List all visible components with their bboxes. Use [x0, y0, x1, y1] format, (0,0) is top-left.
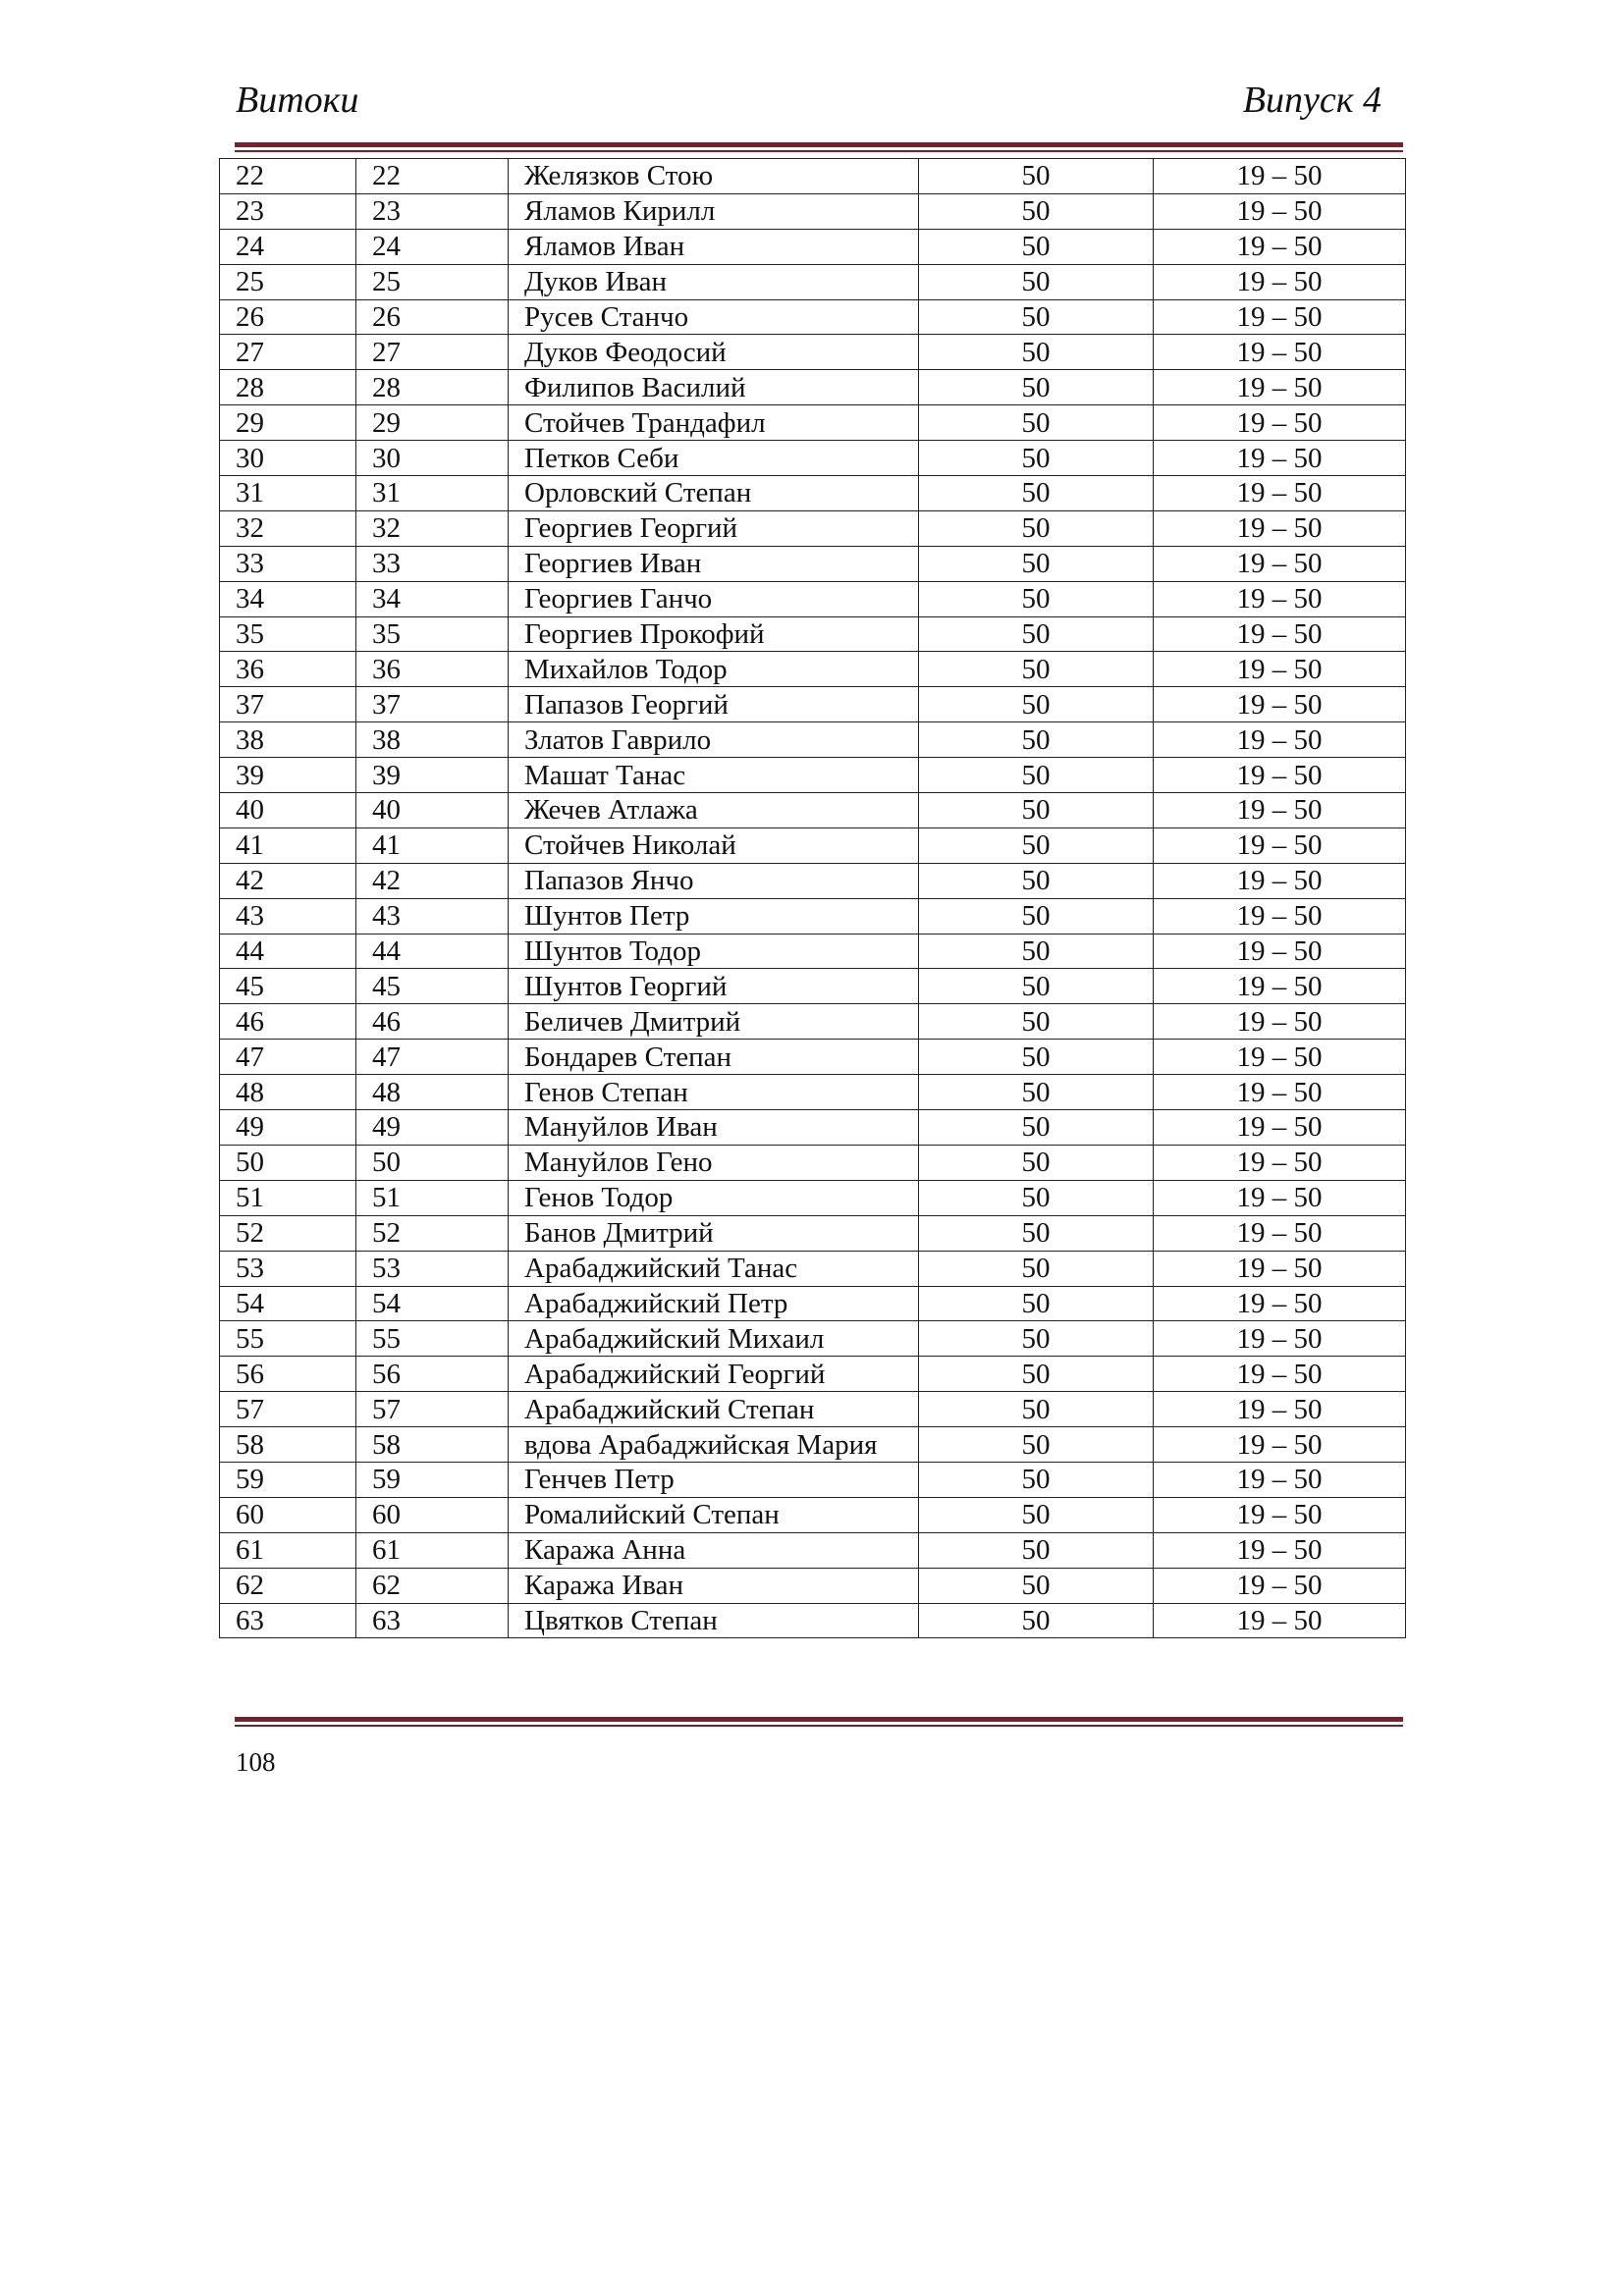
row-number-cell: 59: [220, 1462, 356, 1497]
name-cell: Генов Тодор: [509, 1180, 919, 1215]
table-row: [220, 793, 1406, 828]
name-cell: Арабаджийский Танас: [509, 1251, 919, 1286]
range-cell: 19 – 50: [1154, 264, 1406, 299]
row-number-cell: 26: [220, 299, 356, 335]
range-cell: 19 – 50: [1154, 969, 1406, 1004]
range-cell: 19 – 50: [1154, 616, 1406, 652]
range-cell: 19 – 50: [1154, 510, 1406, 546]
name-cell: Георгиев Георгий: [509, 510, 919, 546]
record-number-cell: 22: [356, 159, 509, 194]
record-number-cell: 27: [356, 335, 509, 370]
row-number-cell: 25: [220, 264, 356, 299]
header-rule: [235, 142, 1403, 152]
row-number-cell: 46: [220, 1004, 356, 1040]
range-cell: 19 – 50: [1154, 299, 1406, 335]
row-number-cell: 37: [220, 687, 356, 722]
range-cell: 19 – 50: [1154, 652, 1406, 687]
table-row: [220, 1462, 1406, 1497]
table-row: [220, 863, 1406, 898]
record-number-cell: 54: [356, 1286, 509, 1321]
range-cell: 19 – 50: [1154, 370, 1406, 405]
amount-cell: 50: [919, 1004, 1154, 1040]
row-number-cell: 58: [220, 1427, 356, 1463]
record-number-cell: 57: [356, 1392, 509, 1427]
name-cell: Михайлов Тодор: [509, 652, 919, 687]
ledger-table: [219, 158, 1406, 1638]
name-cell: Шунтов Тодор: [509, 934, 919, 969]
table-row: [220, 722, 1406, 758]
name-cell: Стойчев Николай: [509, 828, 919, 863]
name-cell: Мануйлов Иван: [509, 1110, 919, 1146]
table-row: [220, 370, 1406, 405]
row-number-cell: 54: [220, 1286, 356, 1321]
name-cell: Филипов Василий: [509, 370, 919, 405]
amount-cell: 50: [919, 1568, 1154, 1603]
name-cell: Беличев Дмитрий: [509, 1004, 919, 1040]
record-number-cell: 50: [356, 1145, 509, 1180]
table-row: [220, 546, 1406, 581]
table-row: [220, 1392, 1406, 1427]
record-number-cell: 61: [356, 1532, 509, 1568]
amount-cell: 50: [919, 1427, 1154, 1463]
name-cell: Генов Степан: [509, 1075, 919, 1110]
amount-cell: 50: [919, 758, 1154, 793]
header-rule-thin: [235, 150, 1403, 152]
table-row: [220, 1145, 1406, 1180]
name-cell: вдова Арабаджийская Мария: [509, 1427, 919, 1463]
row-number-cell: 31: [220, 476, 356, 511]
row-number-cell: 36: [220, 652, 356, 687]
page-number: 108: [236, 1747, 276, 1777]
name-cell: Каража Анна: [509, 1532, 919, 1568]
row-number-cell: 43: [220, 898, 356, 934]
record-number-cell: 39: [356, 758, 509, 793]
name-cell: Петков Себи: [509, 441, 919, 476]
table-row: [220, 652, 1406, 687]
amount-cell: 50: [919, 193, 1154, 229]
amount-cell: 50: [919, 581, 1154, 616]
range-cell: 19 – 50: [1154, 1427, 1406, 1463]
row-number-cell: 44: [220, 934, 356, 969]
name-cell: Жечев Атлажа: [509, 793, 919, 828]
range-cell: 19 – 50: [1154, 229, 1406, 264]
table-row: [220, 1075, 1406, 1110]
row-number-cell: 49: [220, 1110, 356, 1146]
record-number-cell: 30: [356, 441, 509, 476]
row-number-cell: 51: [220, 1180, 356, 1215]
row-number-cell: 34: [220, 581, 356, 616]
amount-cell: 50: [919, 863, 1154, 898]
amount-cell: 50: [919, 299, 1154, 335]
amount-cell: 50: [919, 335, 1154, 370]
name-cell: Шунтов Георгий: [509, 969, 919, 1004]
name-cell: Генчев Петр: [509, 1462, 919, 1497]
record-number-cell: 47: [356, 1040, 509, 1075]
table-row: [220, 1215, 1406, 1251]
amount-cell: 50: [919, 264, 1154, 299]
row-number-cell: 40: [220, 793, 356, 828]
range-cell: 19 – 50: [1154, 441, 1406, 476]
name-cell: Арабаджийский Степан: [509, 1392, 919, 1427]
table-row: [220, 1040, 1406, 1075]
amount-cell: 50: [919, 1040, 1154, 1075]
name-cell: Цвятков Степан: [509, 1603, 919, 1638]
amount-cell: 50: [919, 1603, 1154, 1638]
name-cell: Желязков Стою: [509, 159, 919, 194]
range-cell: 19 – 50: [1154, 581, 1406, 616]
amount-cell: 50: [919, 1251, 1154, 1286]
row-number-cell: 52: [220, 1215, 356, 1251]
record-number-cell: 59: [356, 1462, 509, 1497]
row-number-cell: 63: [220, 1603, 356, 1638]
name-cell: Шунтов Петр: [509, 898, 919, 934]
row-number-cell: 48: [220, 1075, 356, 1110]
table-row: [220, 934, 1406, 969]
amount-cell: 50: [919, 1145, 1154, 1180]
record-number-cell: 26: [356, 299, 509, 335]
amount-cell: 50: [919, 687, 1154, 722]
row-number-cell: 56: [220, 1357, 356, 1392]
range-cell: 19 – 50: [1154, 793, 1406, 828]
amount-cell: 50: [919, 1497, 1154, 1532]
table-row: [220, 510, 1406, 546]
amount-cell: 50: [919, 1075, 1154, 1110]
amount-cell: 50: [919, 722, 1154, 758]
amount-cell: 50: [919, 793, 1154, 828]
row-number-cell: 38: [220, 722, 356, 758]
table-row: [220, 1286, 1406, 1321]
amount-cell: 50: [919, 1357, 1154, 1392]
row-number-cell: 62: [220, 1568, 356, 1603]
range-cell: 19 – 50: [1154, 1497, 1406, 1532]
row-number-cell: 29: [220, 405, 356, 441]
record-number-cell: 52: [356, 1215, 509, 1251]
row-number-cell: 53: [220, 1251, 356, 1286]
amount-cell: 50: [919, 1462, 1154, 1497]
name-cell: Георгиев Ганчо: [509, 581, 919, 616]
table-row: [220, 581, 1406, 616]
name-cell: Папазов Янчо: [509, 863, 919, 898]
table-row: [220, 1180, 1406, 1215]
table-row: [220, 687, 1406, 722]
table-row: [220, 1568, 1406, 1603]
range-cell: 19 – 50: [1154, 1286, 1406, 1321]
range-cell: 19 – 50: [1154, 476, 1406, 511]
table-row: [220, 441, 1406, 476]
range-cell: 19 – 50: [1154, 1603, 1406, 1638]
journal-title: Витоки: [236, 80, 359, 121]
record-number-cell: 48: [356, 1075, 509, 1110]
table-row: [220, 1532, 1406, 1568]
row-number-cell: 32: [220, 510, 356, 546]
row-number-cell: 22: [220, 159, 356, 194]
record-number-cell: 53: [356, 1251, 509, 1286]
range-cell: 19 – 50: [1154, 1357, 1406, 1392]
row-number-cell: 60: [220, 1497, 356, 1532]
record-number-cell: 28: [356, 370, 509, 405]
name-cell: Орловский Степан: [509, 476, 919, 511]
record-number-cell: 62: [356, 1568, 509, 1603]
table-row: [220, 758, 1406, 793]
name-cell: Стойчев Трандафил: [509, 405, 919, 441]
name-cell: Яламов Кирилл: [509, 193, 919, 229]
record-number-cell: 56: [356, 1357, 509, 1392]
footer-rule: [235, 1717, 1403, 1727]
name-cell: Русев Станчо: [509, 299, 919, 335]
record-number-cell: 29: [356, 405, 509, 441]
range-cell: 19 – 50: [1154, 1251, 1406, 1286]
amount-cell: 50: [919, 1532, 1154, 1568]
table-row: [220, 1321, 1406, 1357]
range-cell: 19 – 50: [1154, 1075, 1406, 1110]
table-row: [220, 1004, 1406, 1040]
amount-cell: 50: [919, 969, 1154, 1004]
name-cell: Бондарев Степан: [509, 1040, 919, 1075]
record-number-cell: 25: [356, 264, 509, 299]
range-cell: 19 – 50: [1154, 1392, 1406, 1427]
range-cell: 19 – 50: [1154, 546, 1406, 581]
amount-cell: 50: [919, 1392, 1154, 1427]
record-number-cell: 44: [356, 934, 509, 969]
range-cell: 19 – 50: [1154, 1532, 1406, 1568]
table-row: [220, 476, 1406, 511]
name-cell: Арабаджийский Михаил: [509, 1321, 919, 1357]
range-cell: 19 – 50: [1154, 1004, 1406, 1040]
record-number-cell: 36: [356, 652, 509, 687]
record-number-cell: 58: [356, 1427, 509, 1463]
row-number-cell: 33: [220, 546, 356, 581]
amount-cell: 50: [919, 1286, 1154, 1321]
range-cell: 19 – 50: [1154, 159, 1406, 194]
amount-cell: 50: [919, 828, 1154, 863]
range-cell: 19 – 50: [1154, 828, 1406, 863]
name-cell: Дуков Иван: [509, 264, 919, 299]
name-cell: Арабаджийский Георгий: [509, 1357, 919, 1392]
record-number-cell: 41: [356, 828, 509, 863]
issue-label: Випуск 4: [1242, 80, 1381, 121]
range-cell: 19 – 50: [1154, 1462, 1406, 1497]
table-row: [220, 1251, 1406, 1286]
table-row: [220, 405, 1406, 441]
name-cell: Машат Танас: [509, 758, 919, 793]
record-number-cell: 35: [356, 616, 509, 652]
name-cell: Каража Иван: [509, 1568, 919, 1603]
record-number-cell: 37: [356, 687, 509, 722]
amount-cell: 50: [919, 1180, 1154, 1215]
row-number-cell: 47: [220, 1040, 356, 1075]
range-cell: 19 – 50: [1154, 1568, 1406, 1603]
record-number-cell: 23: [356, 193, 509, 229]
record-number-cell: 32: [356, 510, 509, 546]
record-number-cell: 33: [356, 546, 509, 581]
amount-cell: 50: [919, 616, 1154, 652]
amount-cell: 50: [919, 510, 1154, 546]
name-cell: Георгиев Прокофий: [509, 616, 919, 652]
row-number-cell: 57: [220, 1392, 356, 1427]
table-row: [220, 1603, 1406, 1638]
row-number-cell: 45: [220, 969, 356, 1004]
record-number-cell: 49: [356, 1110, 509, 1146]
range-cell: 19 – 50: [1154, 1215, 1406, 1251]
range-cell: 19 – 50: [1154, 863, 1406, 898]
amount-cell: 50: [919, 1110, 1154, 1146]
row-number-cell: 35: [220, 616, 356, 652]
record-number-cell: 38: [356, 722, 509, 758]
name-cell: Банов Дмитрий: [509, 1215, 919, 1251]
row-number-cell: 42: [220, 863, 356, 898]
footer-rule-thin: [235, 1725, 1403, 1727]
name-cell: Яламов Иван: [509, 229, 919, 264]
name-cell: Георгиев Иван: [509, 546, 919, 581]
amount-cell: 50: [919, 441, 1154, 476]
record-number-cell: 55: [356, 1321, 509, 1357]
record-number-cell: 24: [356, 229, 509, 264]
record-number-cell: 46: [356, 1004, 509, 1040]
amount-cell: 50: [919, 229, 1154, 264]
table-row: [220, 264, 1406, 299]
range-cell: 19 – 50: [1154, 193, 1406, 229]
name-cell: Папазов Георгий: [509, 687, 919, 722]
table-row: [220, 1497, 1406, 1532]
record-number-cell: 43: [356, 898, 509, 934]
range-cell: 19 – 50: [1154, 1321, 1406, 1357]
name-cell: Ромалийский Степан: [509, 1497, 919, 1532]
amount-cell: 50: [919, 934, 1154, 969]
row-number-cell: 55: [220, 1321, 356, 1357]
row-number-cell: 50: [220, 1145, 356, 1180]
amount-cell: 50: [919, 898, 1154, 934]
table-row: [220, 229, 1406, 264]
record-number-cell: 51: [356, 1180, 509, 1215]
record-number-cell: 40: [356, 793, 509, 828]
amount-cell: 50: [919, 1215, 1154, 1251]
amount-cell: 50: [919, 546, 1154, 581]
name-cell: Златов Гаврило: [509, 722, 919, 758]
range-cell: 19 – 50: [1154, 1110, 1406, 1146]
record-number-cell: 31: [356, 476, 509, 511]
amount-cell: 50: [919, 159, 1154, 194]
ledger-body: [220, 159, 1406, 1638]
record-number-cell: 63: [356, 1603, 509, 1638]
range-cell: 19 – 50: [1154, 758, 1406, 793]
amount-cell: 50: [919, 476, 1154, 511]
range-cell: 19 – 50: [1154, 687, 1406, 722]
table-row: [220, 299, 1406, 335]
row-number-cell: 39: [220, 758, 356, 793]
range-cell: 19 – 50: [1154, 1040, 1406, 1075]
range-cell: 19 – 50: [1154, 405, 1406, 441]
range-cell: 19 – 50: [1154, 934, 1406, 969]
table-row: [220, 1427, 1406, 1463]
record-number-cell: 34: [356, 581, 509, 616]
record-number-cell: 42: [356, 863, 509, 898]
amount-cell: 50: [919, 652, 1154, 687]
record-number-cell: 60: [356, 1497, 509, 1532]
table-row: [220, 159, 1406, 194]
table-row: [220, 193, 1406, 229]
table-row: [220, 969, 1406, 1004]
table-row: [220, 335, 1406, 370]
name-cell: Дуков Феодосий: [509, 335, 919, 370]
range-cell: 19 – 50: [1154, 335, 1406, 370]
range-cell: 19 – 50: [1154, 1180, 1406, 1215]
table-row: [220, 616, 1406, 652]
table-row: [220, 898, 1406, 934]
name-cell: Мануйлов Гено: [509, 1145, 919, 1180]
row-number-cell: 61: [220, 1532, 356, 1568]
record-number-cell: 45: [356, 969, 509, 1004]
row-number-cell: 30: [220, 441, 356, 476]
amount-cell: 50: [919, 405, 1154, 441]
range-cell: 19 – 50: [1154, 1145, 1406, 1180]
row-number-cell: 27: [220, 335, 356, 370]
amount-cell: 50: [919, 370, 1154, 405]
row-number-cell: 28: [220, 370, 356, 405]
amount-cell: 50: [919, 1321, 1154, 1357]
row-number-cell: 23: [220, 193, 356, 229]
row-number-cell: 41: [220, 828, 356, 863]
table-row: [220, 1357, 1406, 1392]
row-number-cell: 24: [220, 229, 356, 264]
table-row: [220, 1110, 1406, 1146]
range-cell: 19 – 50: [1154, 898, 1406, 934]
name-cell: Арабаджийский Петр: [509, 1286, 919, 1321]
table-row: [220, 828, 1406, 863]
range-cell: 19 – 50: [1154, 722, 1406, 758]
